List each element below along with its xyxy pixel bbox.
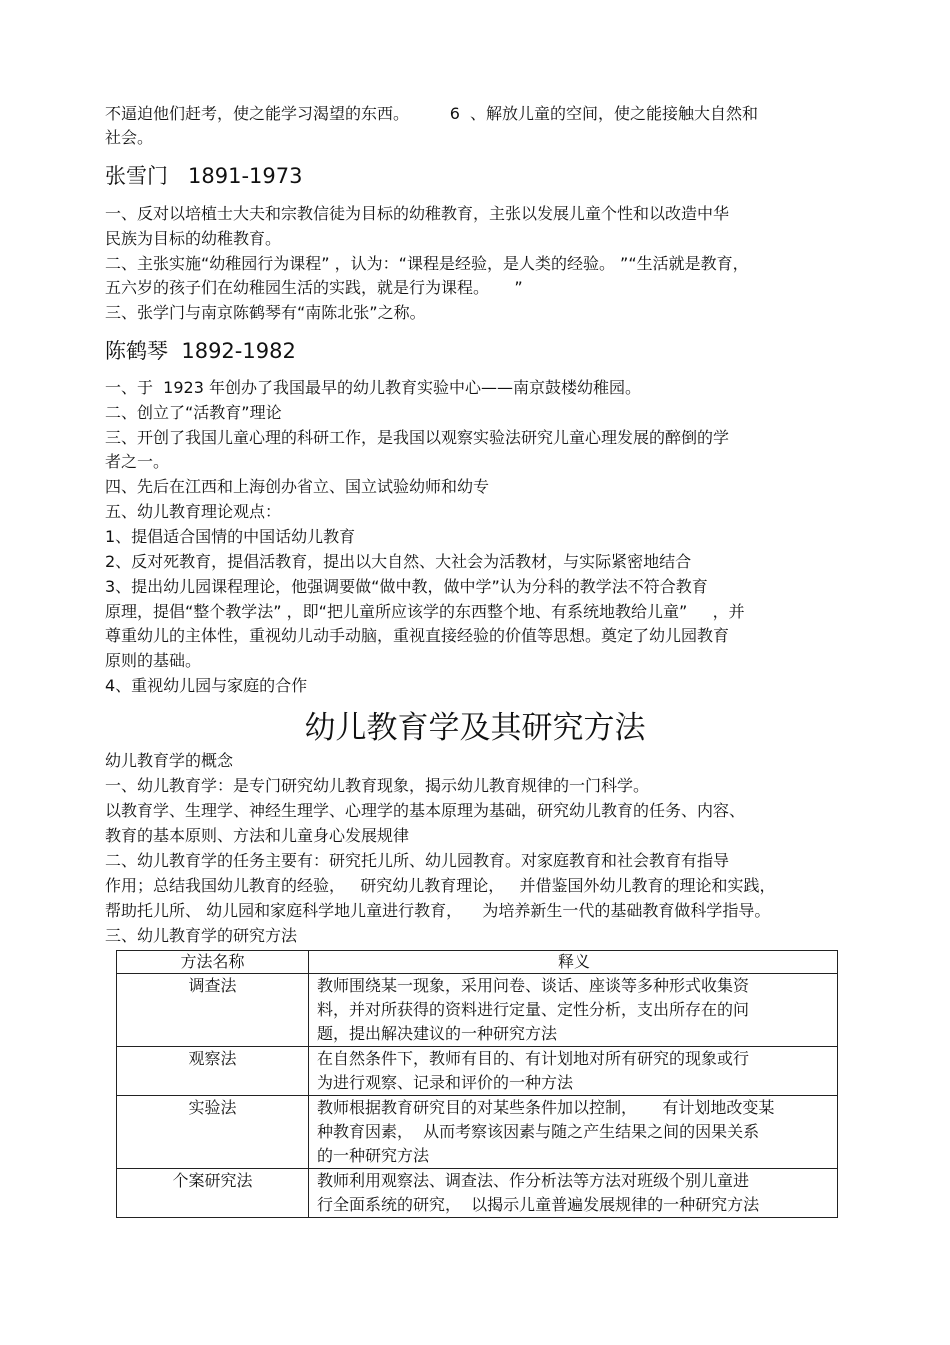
text-line: 社会。: [105, 128, 154, 147]
text-line: 原理，提倡“整个教学法” ，即“把儿童所应该学的东西整个地、有系统地教给儿童” ，并: [105, 602, 745, 621]
text-line: 民族为目标的幼稚教育。: [105, 229, 282, 248]
text-line: 三、开创了我国儿童心理的科研工作，是我国以观察实验法研究儿童心理发展的醉倒的学: [105, 428, 730, 447]
text-line: 1、提倡适合国情的中国话幼儿教育: [105, 527, 356, 546]
table-row: [117, 1169, 838, 1218]
definition-line: 题，提出解决建议的一种研究方法: [317, 1024, 558, 1043]
text-line: 原则的基础。: [105, 651, 202, 670]
text-line: 一、反对以培植士大夫和宗教信徒为目标的幼稚教育，主张以发展儿童个性和以改造中华: [105, 204, 730, 223]
text-line: 幼儿教育学的概念: [105, 751, 234, 770]
text-line: 一、幼儿教育学：是专门研究幼儿教育现象，揭示幼儿教育规律的一门科学。: [105, 776, 650, 795]
text-line: 三、张学门与南京陈鹤琴有“南陈北张”之称。: [105, 303, 426, 322]
method-name-cell: 观察法: [117, 1047, 309, 1096]
text-line: 一、于 1923 年创办了我国最早的幼儿教育实验中心——南京鼓楼幼稚园。: [105, 378, 641, 397]
text-line: 二、创立了“活教育”理论: [105, 403, 282, 422]
method-definition-cell: [309, 1169, 838, 1218]
text-line: 不逼迫他们赶考，使之能学习渴望的东西。 6 、解放儿童的空间，使之能接触大自然和: [105, 104, 759, 123]
definition-line: 种教育因素， 从而考察该因素与随之产生结果之间的因果关系: [317, 1122, 760, 1141]
definition-line: 在自然条件下，教师有目的、有计划地对所有研究的现象或行: [317, 1049, 750, 1068]
definition-line: 的一种研究方法: [317, 1146, 430, 1165]
text-line: 二、主张实施“幼稚园行为课程” ，认为：“课程是经验，是人类的经验。 ”“生活就是教育，: [105, 254, 749, 273]
column-header-definition: 释义: [309, 951, 838, 974]
table-row: [117, 1096, 838, 1169]
definition-line: 行全面系统的研究， 以揭示儿童普遍发展规律的一种研究方法: [317, 1195, 760, 1214]
section-heading-zhang: 张雪门 1891-1973: [105, 164, 303, 188]
definition-line: 料，并对所获得的资料进行定量、定性分析，支出所存在的问: [317, 1000, 750, 1019]
text-line: 者之一。: [105, 452, 170, 471]
page-title: 幼儿教育学及其研究方法: [304, 710, 646, 746]
table-row: [117, 1047, 838, 1096]
text-line: 五、幼儿教育理论观点：: [105, 502, 282, 521]
table-header-row: [117, 951, 838, 974]
text-line: 教育的基本原则、方法和儿童身心发展规律: [105, 826, 410, 845]
method-definition-cell: [309, 974, 838, 1047]
research-methods-table: [116, 950, 838, 1218]
text-line: 2、反对死教育，提倡活教育，提出以大自然、大社会为活教材，与实际紧密地结合: [105, 552, 692, 571]
text-line: 4、重视幼儿园与家庭的合作: [105, 676, 308, 695]
method-name-cell: 实验法: [117, 1096, 309, 1169]
table-row: [117, 974, 838, 1047]
text-line: 四、先后在江西和上海创办省立、国立试验幼师和幼专: [105, 477, 490, 496]
method-name-cell: 个案研究法: [117, 1169, 309, 1218]
definition-line: 为进行观察、记录和评价的一种方法: [317, 1073, 574, 1092]
definition-line: 教师围绕某一现象，采用问卷、谈话、座谈等多种形式收集资: [317, 976, 750, 995]
section-heading-chen: 陈鹤琴 1892-1982: [105, 339, 296, 363]
text-line: 3、提出幼儿园课程理论，他强调要做“做中教，做中学”认为分科的教学法不符合教育: [105, 577, 708, 596]
text-line: 作用；总结我国幼儿教育的经验， 研究幼儿教育理论， 并借鉴国外幼儿教育的理论和实践，: [105, 876, 776, 895]
definition-line: 教师利用观察法、调查法、作分析法等方法对班级个别儿童进: [317, 1171, 750, 1190]
definition-line: 教师根据教育研究目的对某些条件加以控制， 有计划地改变某: [317, 1098, 775, 1117]
method-name-cell: 调查法: [117, 974, 309, 1047]
text-line: 帮助托儿所、 幼儿园和家庭科学地儿童进行教育， 为培养新生一代的基础教育做科学指导。: [105, 901, 771, 920]
text-line: 三、幼儿教育学的研究方法: [105, 926, 298, 945]
text-line: 以教育学、生理学、神经生理学、心理学的基本原理为基础，研究幼儿教育的任务、内容、: [105, 801, 746, 820]
text-line: 尊重幼儿的主体性，重视幼儿动手动脑，重视直接经验的价值等思想。奠定了幼儿园教育: [105, 626, 730, 645]
text-line: 二、幼儿教育学的任务主要有：研究托儿所、幼儿园教育。对家庭教育和社会教育有指导: [105, 851, 730, 870]
method-definition-cell: [309, 1047, 838, 1096]
text-line: 五六岁的孩子们在幼稚园生活的实践，就是行为课程。 ”: [105, 278, 523, 297]
method-definition-cell: [309, 1096, 838, 1169]
column-header-method: 方法名称: [117, 951, 309, 974]
